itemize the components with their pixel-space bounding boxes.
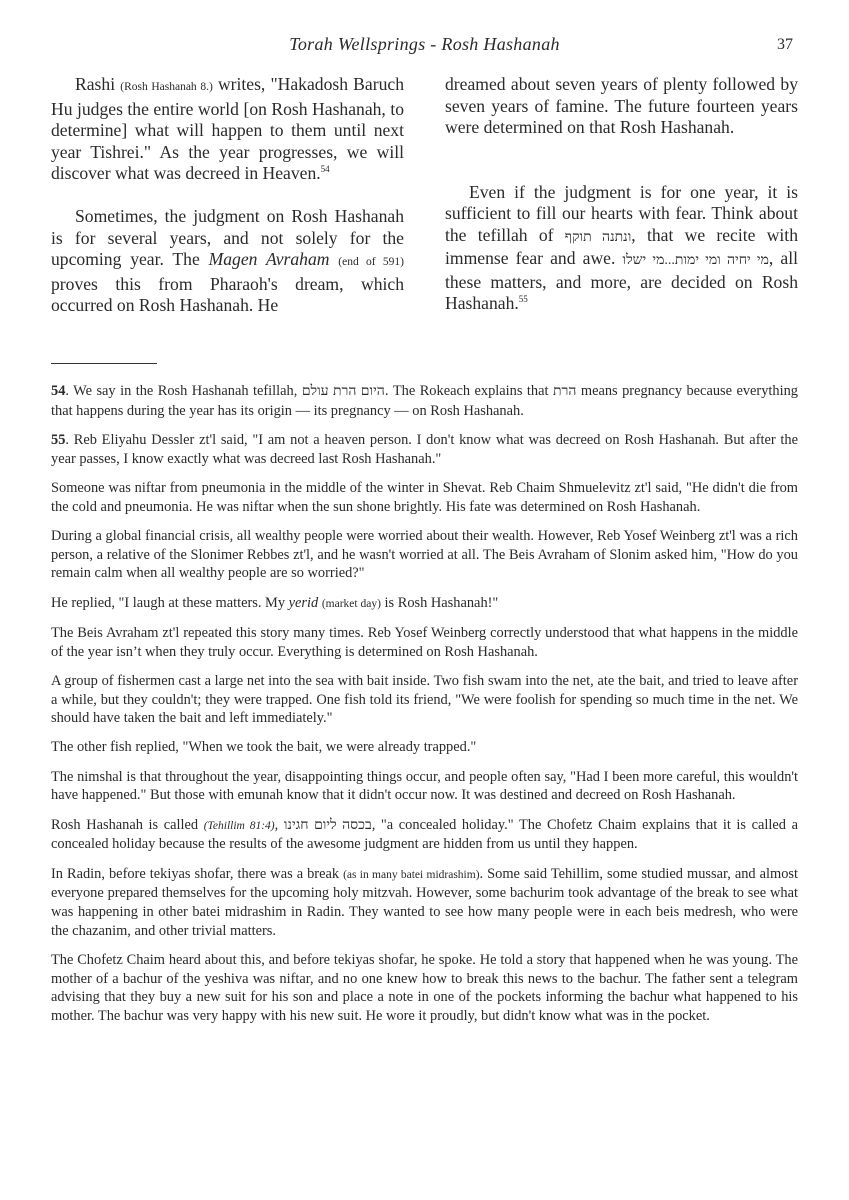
footnote-paragraph: The nimshal is that throughout the year, disappointing things occur, and people often say, "Had I been more careful, this wouldn't have happened." But those with emunah know that it didn't occur now. It was destined and decreed on Rosh Hashanah. [51, 768, 798, 804]
footnotes-section [51, 382, 798, 1036]
footnote-paragraph: In Radin, before tekiyas shofar, there was a break (as in many batei midrashim). Some said Tehillim, some studied mussar, and almost everyone prepared themselves for the upcoming holy mitzvah. However, some bachurim took advantage of the break to see what was happening in other batei midrashim in Radin. They wanted to see how many people were in each beis medresh, who were the chazanim, and other trivial matters. [51, 865, 798, 939]
hebrew-text: בכסה ליום חגינו [283, 817, 372, 833]
footnote-separator [51, 363, 157, 364]
footnote-number: 55 [51, 431, 66, 448]
left-column [51, 74, 404, 317]
right-column [445, 74, 798, 315]
hebrew-text: ונתנה תוקף [564, 229, 632, 245]
footnote-paragraph: Rosh Hashanah is called (Tehillim 81:4), בכסה ליום חגינו, "a concealed holiday." The Chofetz Chaim explains that it is called a concealed holiday because the results of the awesome judgment are hidden from us until they happen. [51, 816, 798, 853]
footnote-paragraph: During a global financial crisis, all wealthy people were worried about their wealth. However, Reb Yosef Weinberg zt'l was a rich person, a relative of the Slonimer Rebbes zt'l, and he wasn't worried at all. The Beis Avraham of Slonim asked him, "How do you remain calm when all wealthy people are so worried?" [51, 527, 798, 582]
hebrew-text: מי יחיה ומי ימות...מי ישלו [622, 253, 769, 268]
page-number: 37 [777, 36, 793, 53]
emphasis-magen-avraham: Magen Avraham [208, 249, 330, 269]
footnote-ref-55: 55 [518, 294, 528, 305]
footnote-55: 55. Reb Eliyahu Dessler zt'l said, "I am not a heaven person. I don't know what was decreed on Rosh Hashanah. But after the year passes, I know exactly what was decreed last Rosh Hashanah." [51, 431, 798, 467]
hebrew-text: הרת [552, 384, 577, 399]
footnote-paragraph: A group of fishermen cast a large net into the sea with bait inside. Two fish swam into the net, ate the bait, and tried to leave after a while, but they couldn't; they were trapped. One fish told its friend, "We were foolish for spending so much time in the net. We should have taken the bait and left immediately." [51, 672, 798, 727]
footnote-paragraph: The Chofetz Chaim heard about this, and before tekiyas shofar, he spoke. He told a story that happened when he was young. The mother of a bachur of the yeshiva was niftar, and no one knew how to break this news to the bachur. The father sent a telegram advising that they buy a new suit for his son and place a note in one of the pockets informing the bachur what happened to his mother. The bachur was very happy with his new suit. He wore it proudly, but didn't know what was in the pocket. [51, 952, 798, 1024]
citation: (end of 591) [338, 256, 404, 268]
paragraph-pharaoh-continuation: dreamed about seven years of plenty followed by seven years of famine. The future fourteen years were determined on that Rosh Hashanah. [445, 74, 798, 137]
hebrew-text: היום הרת עולם [301, 384, 385, 399]
paragraph-sometimes: Sometimes, the judgment on Rosh Hashanah is for several years, and not solely for the upcoming year. The Magen Avraham (end of 591) proves this from Pharaoh's dream, which occurred on Rosh Hashanah. He [51, 206, 404, 315]
footnote-paragraph: The other fish replied, "When we took the bait, we were already trapped." [51, 739, 477, 756]
footnote-paragraph: Someone was niftar from pneumonia in the middle of the winter in Shevat. Reb Chaim Shmuelevitz zt'l said, "He didn't die from the cold and pneumonia. He was niftar when the sun shone brightly. His fate was determined on Rosh Hashanah. [51, 479, 798, 515]
footnote-paragraph: The Beis Avraham zt'l repeated this story many times. Reb Yosef Weinberg correctly understood that what happens in the middle of the year isn’t when they truly occur. Everything is determined on Rosh Hashanah. [51, 624, 798, 660]
citation: (Rosh Hashanah 8.) [120, 81, 213, 93]
footnote-54: 54. We say in the Rosh Hashanah tefillah, היום הרת עולם. The Rokeach explains that הרת means pregnancy because everything that happens during the year has its origin — its pregnancy — on Rosh Hashanah. [51, 383, 799, 419]
paragraph-even-if: Even if the judgment is for one year, it is sufficient to fill our hearts with fear. Think about the tefillah of ונתנה תוקף, that we recite with immense fear and awe. מי יחיה ומי ימות...מי ישלו, all these matters, and more, are decided on Rosh Hashanah.$^{55}$ [445, 181, 798, 313]
running-head-title: Torah Wellsprings - Rosh Hashanah [289, 34, 560, 54]
footnote-ref-54: 54 [320, 164, 330, 175]
paragraph-rashi: Rashi (Rosh Hashanah 8.) writes, "Hakadosh Baruch Hu judges the entire world [on Rosh Hashanah, to determine] what will happen to them until next year Tishrei." As the year progresses, we will discover what was decreed in Heaven.$^{54}$ [51, 74, 404, 183]
footnote-paragraph: He replied, "I laugh at these matters. My yerid (market day) is Rosh Hashanah!" [51, 594, 499, 611]
footnote-number: 54 [51, 383, 66, 399]
